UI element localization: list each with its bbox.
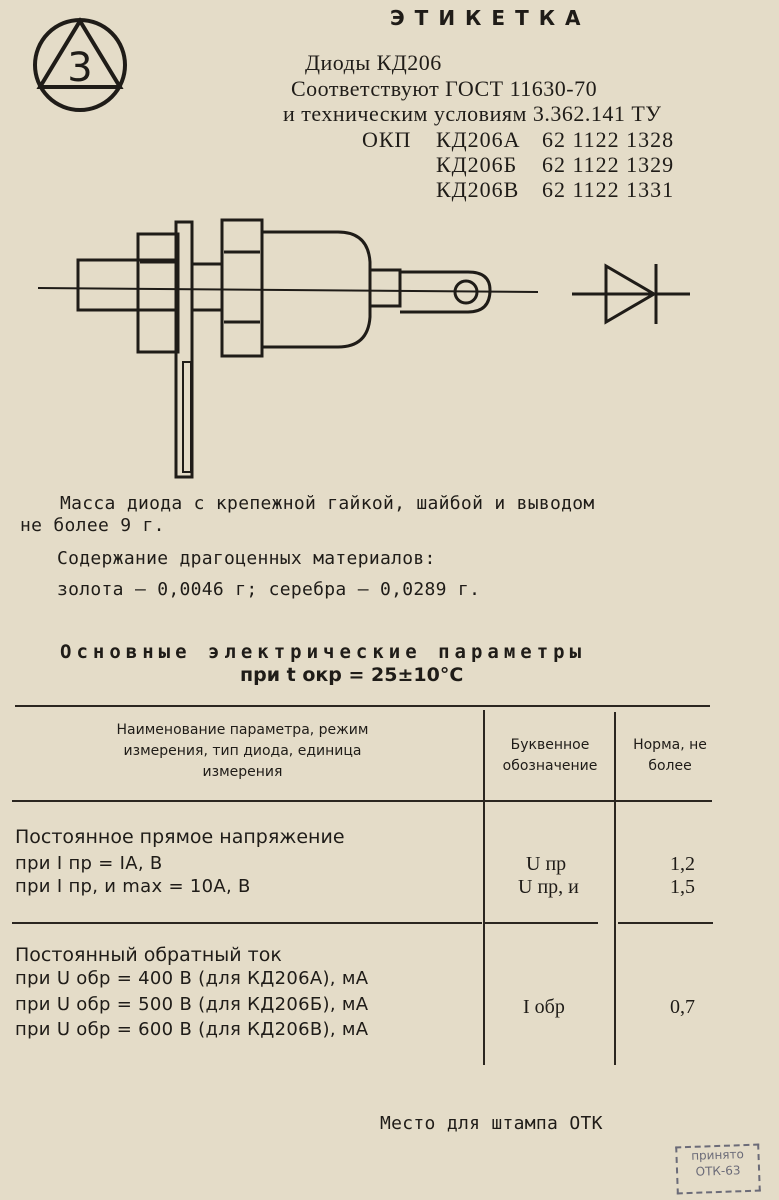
- table-col-divider-2: [614, 712, 616, 1065]
- symbol-i-reverse: I обр: [523, 996, 565, 1018]
- value-i-reverse: 0,7: [670, 996, 695, 1018]
- stamp-place-label: Место для штампа ОТК: [380, 1113, 603, 1134]
- okp-code-a: 62 1122 1328: [542, 127, 675, 152]
- value-u-forward-pulse: 1,5: [670, 876, 695, 898]
- row-reverse-current-cond-1: при U обр = 400 В (для КД206А), мА: [15, 968, 369, 989]
- quality-mark-logo: [30, 15, 132, 115]
- tech-conditions-line: и техническим условиям 3.362.141 ТУ: [283, 101, 662, 126]
- stamp-line-2: ОТК-63: [695, 1163, 741, 1179]
- row-separator-left: [12, 922, 482, 924]
- stamp-line-1: принято: [690, 1147, 745, 1163]
- row-reverse-current-cond-2: при U обр = 500 В (для КД206Б), мА: [15, 994, 369, 1015]
- page-title: ЭТИКЕТКА: [390, 6, 591, 30]
- okp-type-b: КД206Б: [436, 152, 518, 177]
- precious-line-1: Содержание драгоценных материалов:: [57, 548, 436, 569]
- params-condition: при t окр = 25±10°C: [240, 664, 464, 686]
- row-forward-voltage-cond-2: при I пр, и max = 10A, В: [15, 876, 251, 897]
- header-symbol: Буквенное обозначение: [502, 737, 598, 774]
- precious-line-2: золота — 0,0046 г; серебра — 0,0289 г.: [57, 579, 481, 600]
- header-norm: Норма, не более: [633, 737, 707, 774]
- okp-label: ОКП: [362, 127, 412, 152]
- okp-type-a: КД206А: [436, 127, 521, 152]
- row-forward-voltage-title: Постоянное прямое напряжение: [15, 826, 345, 848]
- params-title: Основные электрические параметры: [60, 641, 587, 663]
- row-separator-mid: [485, 922, 598, 924]
- mass-line-1: Масса диода с крепежной гайкой, шайбой и выводом: [60, 493, 595, 514]
- value-u-forward: 1,2: [670, 853, 695, 875]
- mass-line-2: не более 9 г.: [20, 515, 165, 536]
- logo-digit: 3: [67, 45, 93, 91]
- row-forward-voltage-cond-1: при I пр = IA, В: [15, 853, 163, 874]
- okp-type-c: КД206В: [436, 177, 520, 202]
- row-reverse-current-title: Постоянный обратный ток: [15, 944, 282, 966]
- diode-symbol-icon: [570, 258, 694, 330]
- table-col-divider-1: [483, 710, 485, 1065]
- symbol-u-forward: U пр: [526, 853, 567, 875]
- gost-line: Соответствуют ГОСТ 11630-70: [291, 76, 598, 101]
- otk-stamp: [675, 1144, 761, 1195]
- okp-code-b: 62 1122 1329: [542, 152, 675, 177]
- table-top-rule: [15, 705, 710, 707]
- table-header-rule: [12, 800, 712, 802]
- symbol-u-forward-pulse: U пр, и: [518, 876, 579, 898]
- diode-type-line: Диоды КД206: [305, 50, 442, 75]
- row-reverse-current-cond-3: при U обр = 600 В (для КД206В), мА: [15, 1019, 369, 1040]
- okp-code-c: 62 1122 1331: [542, 177, 675, 202]
- row-separator-right: [618, 922, 713, 924]
- diode-drawing: [38, 212, 558, 482]
- header-param-name: Наименование параметра, режим измерения, тип диода, единица измерения: [116, 722, 369, 780]
